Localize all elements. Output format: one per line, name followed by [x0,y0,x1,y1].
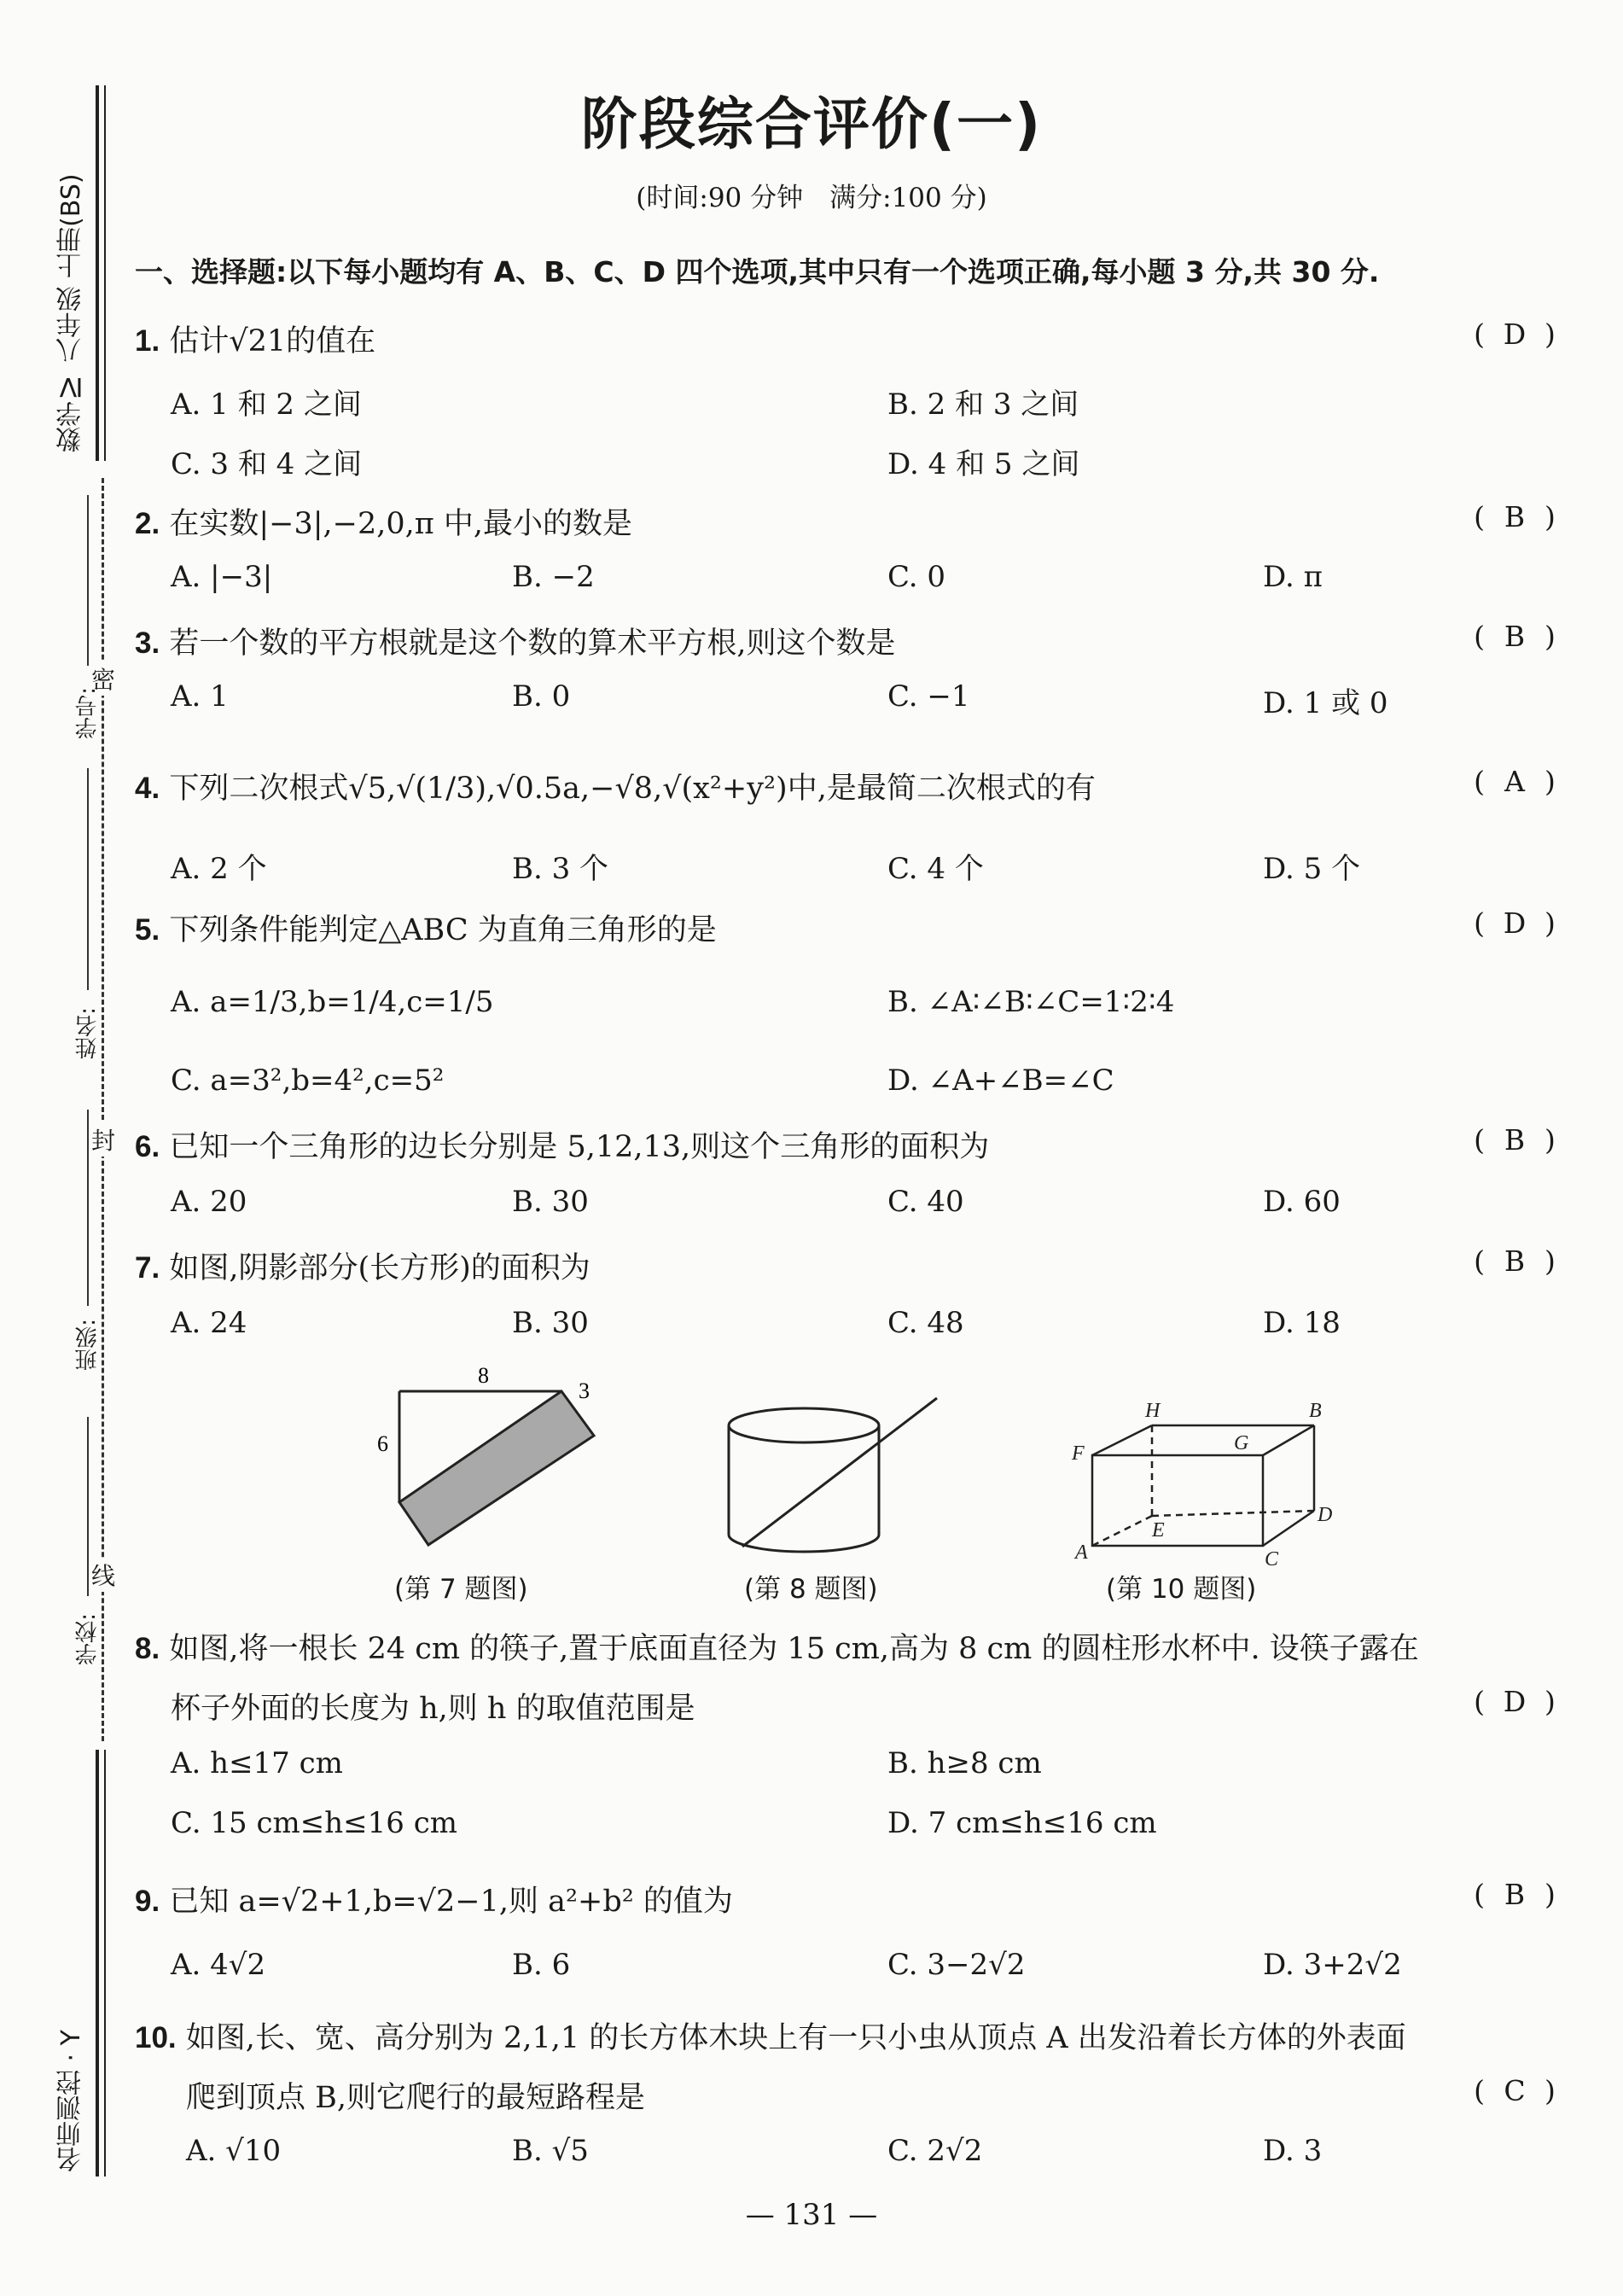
question-10 [135,2014,1406,2057]
answer-value: B [1504,1244,1526,1278]
option-10c: C. 2√2 [887,2134,983,2168]
seal-char-mi: 密 [91,661,115,696]
answer-1: ( D ) [1474,318,1556,351]
question-text: 估计√21的值在 [169,324,376,358]
option-6d: D. 60 [1263,1185,1341,1219]
radical-neg-sqrt8: −√8 [590,772,654,806]
binding-double-line [96,1750,99,2177]
question-number: 7. [135,1251,160,1285]
vertex-label-h: H [1145,1400,1161,1422]
question-text: 下列条件能判定△ABC 为直角三角形的是 [169,913,717,947]
vertex-label-c: C [1265,1548,1279,1570]
answer-3: ( B ) [1474,620,1556,653]
answer-value: B [1504,500,1526,533]
answer-value: B [1504,620,1526,653]
question-number: 10. [135,2021,177,2054]
option-3d: D. 1 或 0 [1263,686,1388,720]
option-3b: B. 0 [512,679,571,714]
radical-sqrt-one-third: √(1/3) [396,772,487,806]
answer-4: ( A ) [1474,765,1556,798]
question-text: 已知 a=√2+1,b=√2−1,则 a²+b² 的值为 [169,1885,733,1919]
vertex-label-g: G [1234,1432,1249,1454]
option-7b: B. 30 [512,1306,589,1340]
option-3c: C. −1 [887,679,970,714]
figure-7-label-top: 8 [478,1363,489,1388]
option-4c: C. 4 个 [887,852,984,886]
option-1a: A. 1 和 2 之间 [171,388,362,422]
question-text: 已知一个三角形的边长分别是 5,12,13,则这个三角形的面积为 [169,1130,990,1164]
figure-7 [358,1357,614,1562]
option-8a: A. h≤17 cm [171,1746,343,1780]
option-9d: D. 3+2√2 [1263,1948,1402,1982]
question-text: 如图,阴影部分(长方形)的面积为 [169,1251,590,1285]
option-10a: A. √10 [186,2134,282,2168]
option-5b: B. ∠A∶∠B∶∠C=1∶2∶4 [887,985,1175,1019]
class-label: 班级: [75,1319,101,1371]
option-10d: D. 3 [1263,2134,1323,2168]
option-8c: C. 15 cm≤h≤16 cm [171,1806,457,1840]
question-6 [135,1123,989,1166]
answer-8: ( D ) [1474,1685,1556,1718]
option-1b: B. 2 和 3 之间 [887,388,1079,422]
question-number: 8. [135,1632,160,1665]
student-id-label: 学号: [75,687,101,739]
answer-value: D [1503,318,1527,351]
option-2b: B. −2 [512,560,595,594]
question-text: 如图,将一根长 24 cm 的筷子,置于底面直径为 15 cm,高为 8 cm 的圆柱形水杯中. 设筷子露在 [169,1632,1419,1666]
question-text: 在实数|−3|,−2,0,π 中,最小的数是 [169,507,633,541]
answer-value: D [1503,1685,1527,1718]
box-edge [1092,1425,1152,1455]
figure-8 [708,1391,956,1562]
answer-7: ( B ) [1474,1244,1556,1278]
figure-7-label-left: 6 [377,1431,388,1456]
option-9a: A. 4√2 [171,1948,266,1982]
option-5a: A. a=1/3,b=1/4,c=1/5 [171,985,494,1019]
question-number: 1. [135,324,160,358]
figure-8-caption: (第 8 题图) [744,1574,878,1605]
school-underline [87,1417,90,1596]
question-2 [135,500,632,543]
question-3 [135,620,895,662]
radical-sqrt-0-5a: √0.5a [496,772,581,806]
figure-7-caption: (第 7 题图) [394,1574,528,1605]
answer-10: ( C ) [1474,2074,1556,2107]
page-number: — 131 — [745,2198,878,2232]
vertex-label-e: E [1152,1519,1165,1541]
box-edge [1263,1511,1314,1546]
question-text-start: 下列二次根式 [169,772,349,806]
student-id-underline [87,495,90,666]
question-9 [135,1878,733,1920]
option-1d: D. 4 和 5 之间 [887,447,1080,481]
name-underline [87,768,90,990]
answer-2: ( B ) [1474,500,1556,533]
option-6c: C. 40 [887,1185,964,1219]
question-5 [135,906,717,949]
box-edge [1263,1425,1314,1455]
option-9c: C. 3−2√2 [887,1948,1026,1982]
brand-label: 名师测控 · Y [56,2030,86,2172]
question-number: 9. [135,1885,160,1918]
answer-5: ( D ) [1474,906,1556,940]
vertex-label-d: D [1318,1504,1333,1526]
answer-value: C [1504,2074,1526,2107]
question-number: 3. [135,626,160,660]
answer-value: B [1504,1123,1526,1157]
radical-sqrt-x2-y2: √(x²+y²) [662,772,788,806]
box-hidden-edge [1092,1516,1152,1546]
option-2a: A. |−3| [171,560,273,594]
option-3a: A. 1 [171,679,229,714]
option-4d: D. 5 个 [1263,852,1361,886]
answer-6: ( B ) [1474,1123,1556,1157]
question-4: 4. 下列二次根式√5,√(1/3),√0.5a,−√8,√(x²+y²)中,是最简二次根式的有 [135,772,1096,806]
question-text-end: 中,是最简二次根式的有 [787,772,1096,806]
binding-double-line [104,1750,106,2177]
option-7d: D. 18 [1263,1306,1341,1340]
question-10-line-2: 爬到顶点 B,则它爬行的最短路程是 [186,2081,645,2115]
box-hidden-edge [1152,1511,1314,1516]
question-7 [135,1244,590,1287]
option-6a: A. 20 [171,1185,247,1219]
vertex-label-f: F [1072,1442,1085,1465]
question-number: 6. [135,1130,160,1163]
question-text: 如图,长、宽、高分别为 2,1,1 的长方体木块上有一只小虫从顶点 A 出发沿着长方体的外表面 [185,2021,1406,2055]
option-10b: B. √5 [512,2134,589,2168]
book-info-label: 数学Ⅳ 八年级 上册(BS) [56,173,86,452]
question-text: 若一个数的平方根就是这个数的算术平方根,则这个数是 [169,626,896,661]
option-9b: B. 6 [512,1948,571,1982]
question-number: 4. [135,772,160,805]
answer-value: A [1504,765,1525,798]
answer-value: D [1503,906,1527,940]
school-label: 学校: [75,1613,101,1665]
answer-value: B [1504,1878,1526,1911]
option-4a: A. 2 个 [171,852,267,886]
question-number: 5. [135,913,160,947]
seal-char-xian: 线 [91,1558,115,1592]
cup-top-ellipse [729,1408,879,1442]
name-label: 姓名: [75,1007,101,1059]
radical-sqrt5: √5 [348,772,387,806]
figure-7-label-right: 3 [579,1378,590,1403]
option-2d: D. π [1263,560,1323,594]
seal-char-feng: 封 [91,1122,115,1157]
option-1c: C. 3 和 4 之间 [171,447,363,481]
exam-info: (时间:90 分钟 满分:100 分) [636,183,987,213]
option-6b: B. 30 [512,1185,589,1219]
question-number: 2. [135,507,160,540]
cup-bottom-arc [729,1535,879,1552]
page-title: 阶段综合评价(一) [580,91,1043,157]
question-1 [135,318,375,360]
chopstick-line [742,1398,937,1547]
figure-10 [1067,1391,1348,1570]
option-8d: D. 7 cm≤h≤16 cm [887,1806,1157,1840]
option-4b: B. 3 个 [512,852,609,886]
section-heading: 一、选择题:以下每小题均有 A、B、C、D 四个选项,其中只有一个选项正确,每小题 3 分,共 30 分. [135,255,1380,288]
class-underline [87,1110,90,1306]
question-8-line-2: 杯子外面的长度为 h,则 h 的取值范围是 [171,1692,695,1726]
question-8 [135,1625,1419,1668]
option-7c: C. 48 [887,1306,964,1340]
figure-10-caption: (第 10 题图) [1106,1574,1257,1605]
figure-7-shaded-rectangle [399,1391,594,1545]
option-7a: A. 24 [171,1306,247,1340]
option-8b: B. h≥8 cm [887,1746,1042,1780]
option-5c: C. a=3²,b=4²,c=5² [171,1064,445,1098]
vertex-label-b: B [1309,1400,1322,1422]
option-5d: D. ∠A+∠B=∠C [887,1064,1114,1098]
answer-9: ( B ) [1474,1878,1556,1911]
option-2c: C. 0 [887,560,946,594]
vertex-label-a: A [1075,1541,1088,1564]
